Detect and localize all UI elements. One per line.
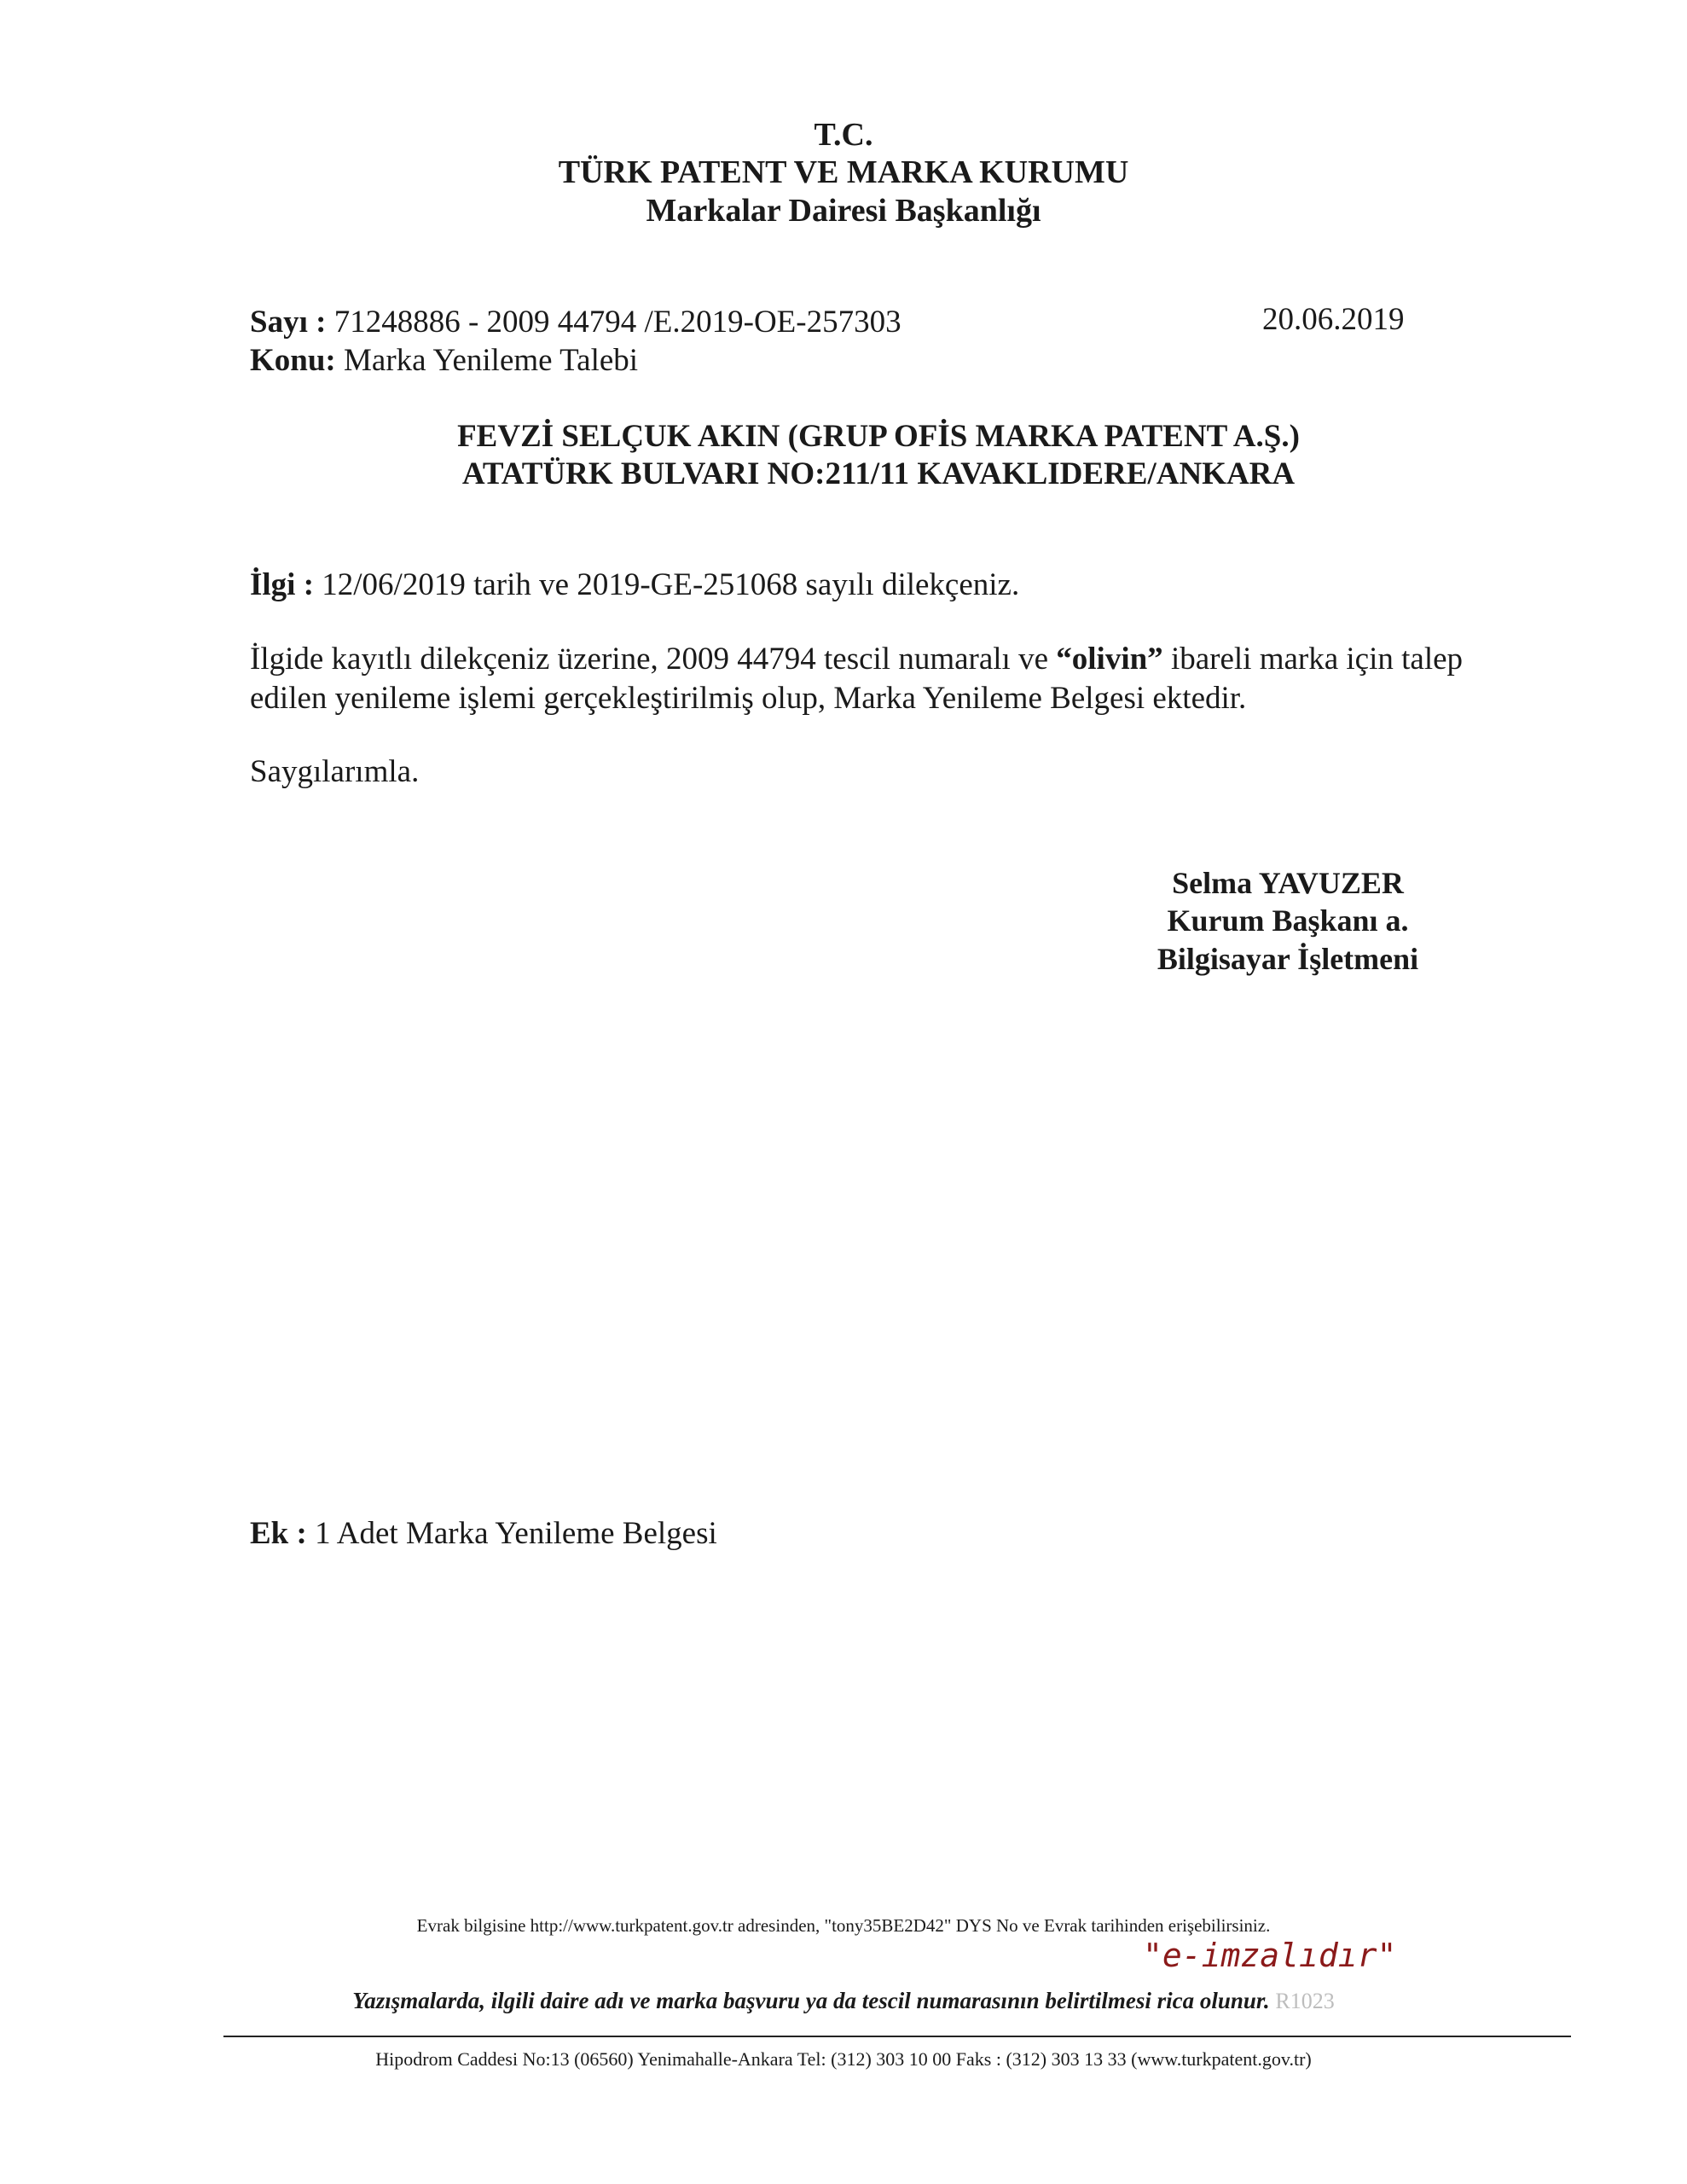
header-institution: TÜRK PATENT VE MARKA KURUMU — [558, 154, 1129, 190]
document-date: 20.06.2019 — [1262, 302, 1405, 337]
body-text-part1: İlgide kayıtlı dilekçeniz üzerine, 2009 44794 tescil numaralı ve — [250, 642, 1057, 677]
footer-info-text: Evrak bilgisine http://www.turkpatent.gov.tr adresinden, "tony35BE2D42" DYS No ve Evrak tarihinden erişebilirsiniz. — [416, 1915, 1271, 1936]
ilgi-row — [250, 566, 1019, 605]
konu-value: Marka Yenileme Talebi — [344, 343, 639, 378]
sayi-row — [250, 303, 901, 342]
ilgi-value: 12/06/2019 tarih ve 2019-GE-251068 sayılı dilekçeniz. — [322, 567, 1020, 602]
footer-notice-text: Yazışmalarda, ilgili daire adı ve marka başvuru ya da tescil numarasının belirtilmesi rica olunur. — [352, 1988, 1270, 2013]
header-department: Markalar Dairesi Başkanlığı — [646, 193, 1041, 229]
signer-name: Selma YAVUZER — [1172, 866, 1404, 900]
konu-row — [250, 341, 638, 380]
konu-label: Konu: — [250, 343, 336, 378]
attachment-value: 1 Adet Marka Yenileme Belgesi — [315, 1516, 717, 1551]
form-code: R1023 — [1275, 1989, 1335, 2013]
footer-divider — [223, 2036, 1571, 2037]
closing-text: Saygılarımla. — [250, 754, 420, 789]
body-paragraph-line1 — [250, 640, 1463, 679]
recipient-name: FEVZİ SELÇUK AKIN (GRUP OFİS MARKA PATENT A.Ş.) — [457, 419, 1300, 454]
header-tc: T.C. — [814, 117, 873, 153]
attachment-row — [250, 1514, 717, 1554]
ilgi-label: İlgi : — [250, 567, 315, 602]
recipient-address: ATATÜRK BULVARI NO:211/11 KAVAKLIDERE/ANKARA — [461, 456, 1296, 491]
signer-role: Bilgisayar İşletmeni — [1157, 942, 1419, 976]
footer-notice — [0, 1986, 1687, 2016]
trademark-name: “olivin” — [1056, 642, 1163, 677]
signer-title: Kurum Başkanı a. — [1167, 903, 1409, 938]
attachment-label: Ek : — [250, 1516, 307, 1551]
footer-address: Hipodrom Caddesi No:13 (06560) Yenimahalle-Ankara Tel: (312) 303 10 00 Faks : (312) 303 13 33 (www.turkpatent.gov.tr) — [375, 2048, 1312, 2070]
sayi-label: Sayı : — [250, 305, 327, 340]
sayi-value: 71248886 - 2009 44794 /E.2019-OE-257303 — [333, 305, 901, 340]
body-paragraph-line2: edilen yenileme işlemi gerçekleştirilmiş olup, Marka Yenileme Belgesi ektedir. — [250, 681, 1247, 716]
e-signature-stamp: "e-imzalıdır" — [1143, 1937, 1397, 1974]
body-text-part2: ibareli marka için talep — [1162, 642, 1464, 677]
